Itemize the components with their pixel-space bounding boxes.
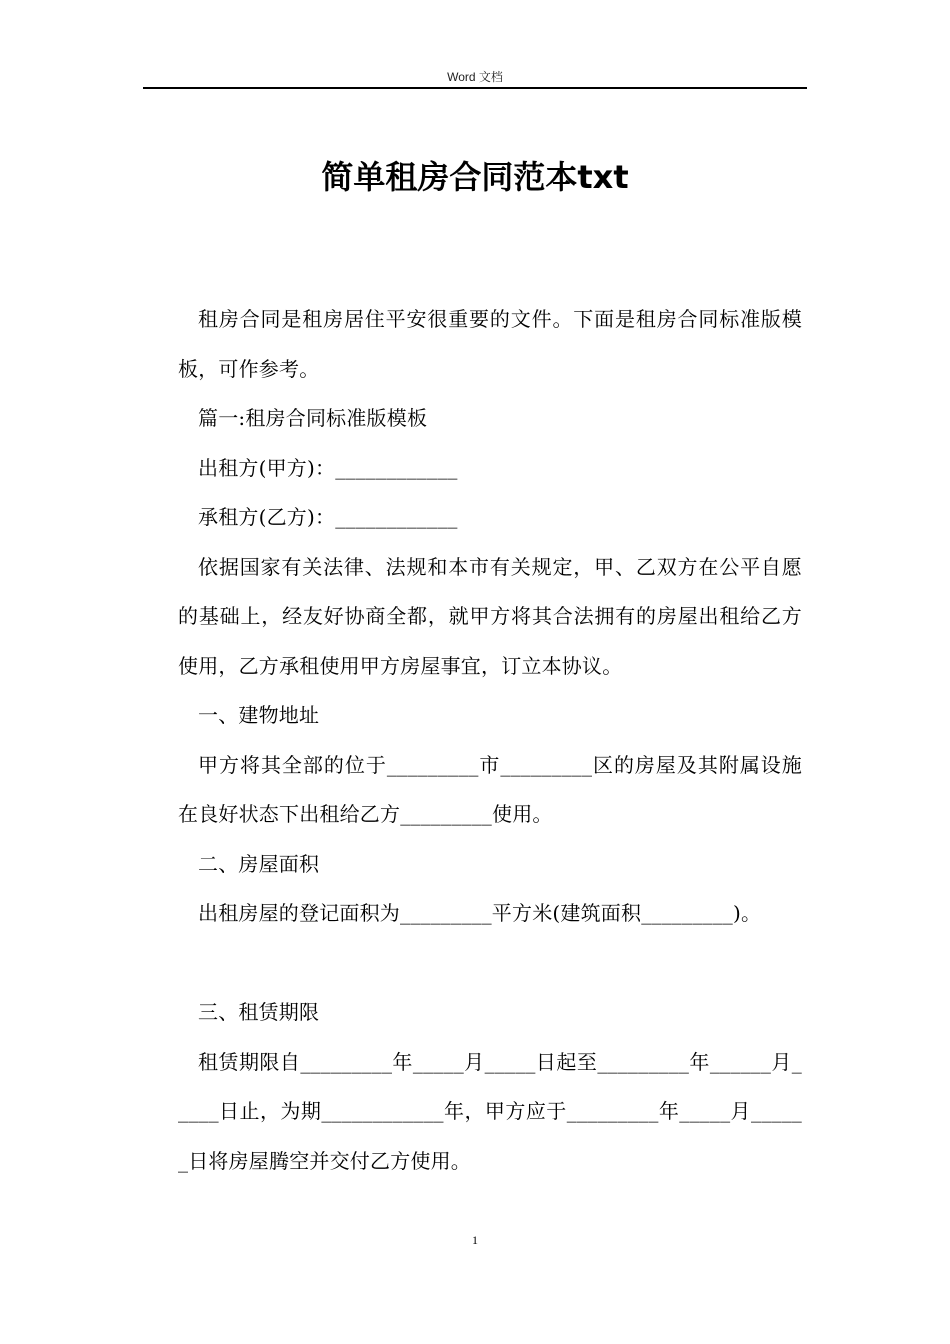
intro-paragraph: 租房合同是租房居住平安很重要的文件。下面是租房合同标准版模板，可作参考。 bbox=[178, 307, 802, 381]
area-paragraph: 出租房屋的登记面积为_________平方米(建筑面积_________)。 bbox=[198, 901, 762, 925]
section-heading-template: 篇一:租房合同标准版模板 bbox=[198, 406, 428, 430]
document-body bbox=[178, 295, 802, 1186]
lessee-line: 承租方(乙方)：____________ bbox=[198, 505, 458, 529]
clause-heading-area: 二、房屋面积 bbox=[198, 851, 320, 876]
document-title: 简单租房合同范本txt bbox=[321, 158, 629, 196]
clause-heading-term: 三、租赁期限 bbox=[198, 1000, 320, 1024]
lessor-line: 出租方(甲方)：____________ bbox=[198, 455, 458, 480]
address-paragraph: 甲方将其全部的位于_________市_________区的房屋及其附属设施在良好状态下出租给乙方_________使用。 bbox=[178, 752, 802, 826]
term-paragraph: 租赁期限自_________年_____月_____日起至_________年______月_____日止，为期____________年，甲方应于_________年_____月______日将房屋腾空并交付乙方使用。 bbox=[178, 1049, 802, 1173]
basis-paragraph: 依据国家有关法律、法规和本市有关规定，甲、乙双方在公平自愿的基础上，经友好协商全都，就甲方将其合法拥有的房屋出租给乙方使用，乙方承租使用甲方房屋事宜，订立本协议。 bbox=[178, 554, 802, 678]
page-header: Word 文档 bbox=[447, 70, 503, 84]
clause-heading-address: 一、建物地址 bbox=[198, 703, 320, 727]
header-divider bbox=[143, 87, 807, 89]
page-number: 1 bbox=[472, 1233, 478, 1247]
blank-line bbox=[178, 939, 802, 989]
